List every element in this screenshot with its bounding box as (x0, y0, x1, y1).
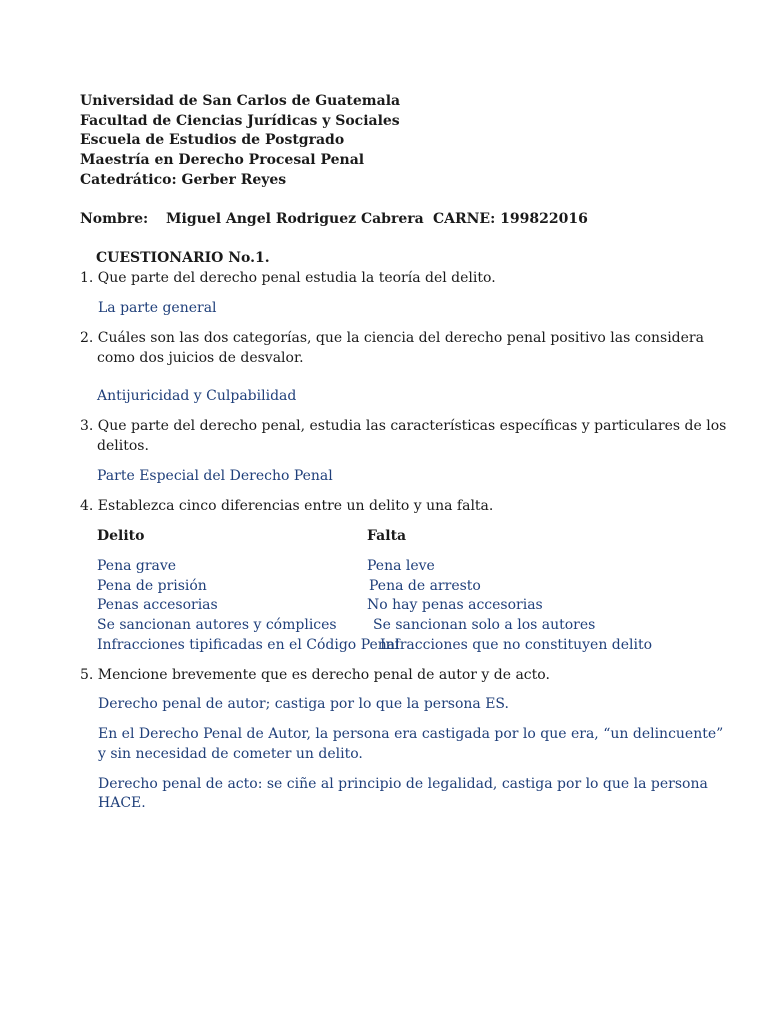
questionnaire-title: CUESTIONARIO No.1. (96, 250, 270, 266)
question-2: 2. Cuáles son las dos categorías, que la ciencia del derecho penal positivo las considera (80, 330, 704, 346)
answer-5-line: HACE. (98, 795, 146, 811)
delito-item: Se sancionan autores y cómplices (97, 617, 337, 633)
answer-5-line: En el Derecho Penal de Autor, la persona era castigada por lo que era, “un delincuente” (98, 726, 724, 742)
falta-item: Infracciones que no constituyen delito (380, 637, 653, 653)
student-name: Miguel Angel Rodriguez Cabrera (166, 211, 424, 227)
delito-item: Penas accesorias (97, 597, 218, 613)
delito-item: Pena grave (97, 558, 177, 574)
answer-5-line: Derecho penal de acto: se ciñe al principio de legalidad, castiga por lo que la persona (98, 776, 708, 792)
question-2-continuation: como dos juicios de desvalor. (97, 350, 304, 366)
question-4: 4. Establezca cinco diferencias entre un delito y una falta. (80, 498, 494, 514)
answer-5-line: y sin necesidad de cometer un delito. (98, 746, 363, 762)
school-name: Escuela de Estudios de Postgrado (80, 132, 345, 148)
professor-name: Catedrático: Gerber Reyes (80, 172, 287, 188)
delito-item: Infracciones tipificadas en el Código Penal (97, 637, 400, 653)
question-3: 3. Que parte del derecho penal, estudia las características específicas y particulares de los (80, 418, 727, 434)
table-header-delito: Delito (97, 528, 145, 544)
university-name: Universidad de San Carlos de Guatemala (80, 93, 401, 109)
student-carne: CARNE: 199822016 (433, 211, 588, 227)
table-header-falta: Falta (367, 528, 407, 544)
falta-item: No hay penas accesorias (367, 597, 543, 613)
falta-item: Pena leve (367, 558, 435, 574)
program-name: Maestría en Derecho Procesal Penal (80, 152, 365, 168)
question-1: 1. Que parte del derecho penal estudia la teoría del delito. (80, 270, 496, 286)
answer-3: Parte Especial del Derecho Penal (97, 468, 333, 484)
answer-5-line: Derecho penal de autor; castiga por lo que la persona ES. (98, 696, 509, 712)
faculty-name: Facultad de Ciencias Jurídicas y Sociales (80, 113, 400, 129)
falta-item: Se sancionan solo a los autores (373, 617, 596, 633)
name-label: Nombre: (80, 211, 149, 227)
question-5: 5. Mencione brevemente que es derecho penal de autor y de acto. (80, 667, 550, 683)
question-3-continuation: delitos. (97, 438, 149, 454)
answer-1: La parte general (98, 300, 217, 316)
falta-item: Pena de arresto (369, 578, 481, 594)
delito-item: Pena de prisión (97, 578, 207, 594)
answer-2: Antijuricidad y Culpabilidad (97, 388, 297, 404)
